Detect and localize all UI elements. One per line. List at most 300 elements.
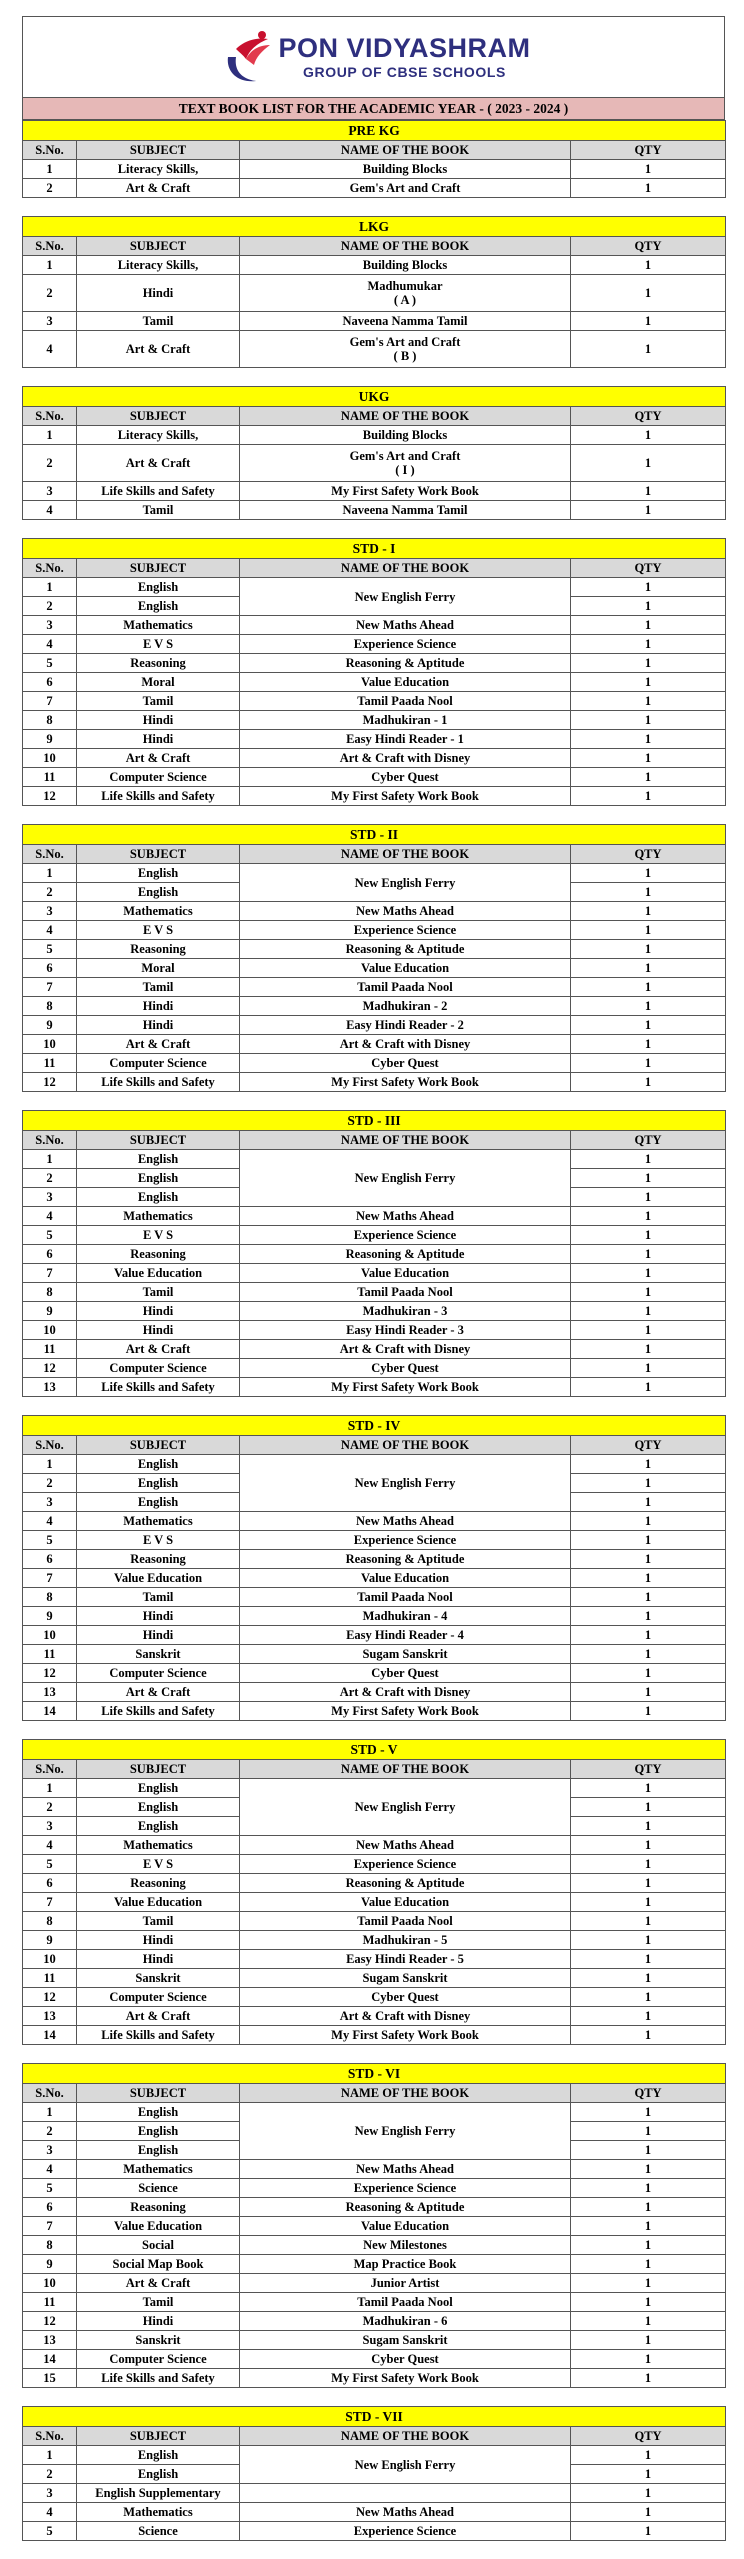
- cell-book: [240, 2484, 571, 2503]
- table-row: [23, 768, 726, 787]
- cell-qty: 1: [571, 1664, 726, 1683]
- book-list-table: [22, 216, 726, 368]
- cell-sno: 9: [23, 1931, 77, 1950]
- cell-qty: 1: [571, 179, 726, 198]
- cell-sno: 4: [23, 501, 77, 520]
- cell-book: Map Practice Book: [240, 2255, 571, 2274]
- cell-qty: 1: [571, 2522, 726, 2541]
- cell-book: [240, 445, 571, 482]
- cell-book-variant: ( A ): [393, 293, 417, 307]
- cell-qty: 1: [571, 2103, 726, 2122]
- cell-book: My First Safety Work Book: [240, 1378, 571, 1397]
- cell-qty: 1: [571, 902, 726, 921]
- col-header-qty: QTY: [571, 1760, 726, 1779]
- school-header: [22, 16, 725, 98]
- cell-sno: 2: [23, 1474, 77, 1493]
- cell-sno: 5: [23, 1226, 77, 1245]
- col-header-subject: SUBJECT: [77, 1131, 240, 1150]
- table-row: [23, 1988, 726, 2007]
- class-section-title: STD - IV: [23, 1416, 726, 1436]
- cell-qty: 1: [571, 2236, 726, 2255]
- cell-subject: English: [77, 1817, 240, 1836]
- cell-book: Reasoning & Aptitude: [240, 654, 571, 673]
- table-row: [23, 902, 726, 921]
- cell-sno: 2: [23, 1798, 77, 1817]
- table-row: [23, 1626, 726, 1645]
- cell-sno: 14: [23, 2026, 77, 2045]
- cell-book: Madhukiran - 1: [240, 711, 571, 730]
- cell-subject: Hindi: [77, 1626, 240, 1645]
- cell-book: Tamil Paada Nool: [240, 978, 571, 997]
- class-section: [22, 216, 725, 368]
- cell-subject: English: [77, 1169, 240, 1188]
- column-header-row: [23, 559, 726, 578]
- cell-subject: E V S: [77, 921, 240, 940]
- col-header-book: NAME OF THE BOOK: [240, 845, 571, 864]
- cell-book: Sugam Sanskrit: [240, 1969, 571, 1988]
- cell-qty: 1: [571, 1817, 726, 1836]
- cell-subject: Reasoning: [77, 654, 240, 673]
- cell-book: New Maths Ahead: [240, 616, 571, 635]
- cell-book: Reasoning & Aptitude: [240, 1245, 571, 1264]
- cell-subject: Social Map Book: [77, 2255, 240, 2274]
- cell-qty: 1: [571, 1893, 726, 1912]
- cell-sno: 12: [23, 1664, 77, 1683]
- cell-subject: Art & Craft: [77, 1035, 240, 1054]
- cell-qty: 1: [571, 959, 726, 978]
- cell-book: Experience Science: [240, 1855, 571, 1874]
- cell-qty: 1: [571, 673, 726, 692]
- cell-sno: 5: [23, 1855, 77, 1874]
- table-row: [23, 654, 726, 673]
- cell-sno: 3: [23, 1493, 77, 1512]
- cell-book: My First Safety Work Book: [240, 2026, 571, 2045]
- col-header-sno: S.No.: [23, 237, 77, 256]
- cell-sno: 2: [23, 2122, 77, 2141]
- cell-qty: 1: [571, 883, 726, 902]
- cell-sno: 8: [23, 2236, 77, 2255]
- cell-qty: 1: [571, 2141, 726, 2160]
- table-row: [23, 2198, 726, 2217]
- cell-subject: Hindi: [77, 730, 240, 749]
- cell-subject: E V S: [77, 1226, 240, 1245]
- cell-qty: 1: [571, 1912, 726, 1931]
- cell-book: Value Education: [240, 1264, 571, 1283]
- cell-book: Reasoning & Aptitude: [240, 940, 571, 959]
- column-header-row: [23, 2084, 726, 2103]
- cell-book: Experience Science: [240, 1531, 571, 1550]
- class-section-title: UKG: [23, 387, 726, 407]
- cell-sno: 5: [23, 1531, 77, 1550]
- class-section-title: STD - III: [23, 1111, 726, 1131]
- cell-book-variant: ( B ): [393, 349, 417, 363]
- cell-subject: Hindi: [77, 1302, 240, 1321]
- school-logo-icon: [216, 27, 274, 87]
- cell-qty: 1: [571, 426, 726, 445]
- table-row: [23, 749, 726, 768]
- cell-qty: 1: [571, 2198, 726, 2217]
- cell-sno: 7: [23, 2217, 77, 2236]
- cell-sno: 4: [23, 1512, 77, 1531]
- cell-sno: 3: [23, 312, 77, 331]
- cell-sno: 13: [23, 2331, 77, 2350]
- cell-sno: 8: [23, 711, 77, 730]
- table-row: [23, 2274, 726, 2293]
- table-row: [23, 787, 726, 806]
- cell-qty: 1: [571, 1645, 726, 1664]
- column-header-row: [23, 141, 726, 160]
- cell-qty: 1: [571, 2026, 726, 2045]
- cell-book: New English Ferry: [240, 1779, 571, 1836]
- sections-container: [22, 120, 725, 2541]
- cell-subject: Computer Science: [77, 1359, 240, 1378]
- cell-sno: 15: [23, 2369, 77, 2388]
- cell-book: Madhukiran - 4: [240, 1607, 571, 1626]
- cell-sno: 3: [23, 2484, 77, 2503]
- cell-qty: 1: [571, 1035, 726, 1054]
- cell-sno: 3: [23, 482, 77, 501]
- cell-book: Junior Artist: [240, 2274, 571, 2293]
- cell-subject: Art & Craft: [77, 2007, 240, 2026]
- cell-subject: Art & Craft: [77, 331, 240, 368]
- cell-sno: 8: [23, 1912, 77, 1931]
- table-row: [23, 616, 726, 635]
- cell-qty: 1: [571, 978, 726, 997]
- cell-sno: 4: [23, 331, 77, 368]
- cell-book: [240, 331, 571, 368]
- cell-sno: 2: [23, 445, 77, 482]
- cell-qty: 1: [571, 1931, 726, 1950]
- cell-subject: Life Skills and Safety: [77, 1702, 240, 1721]
- table-row: [23, 1531, 726, 1550]
- cell-subject: Science: [77, 2179, 240, 2198]
- cell-subject: Reasoning: [77, 2198, 240, 2217]
- cell-book: New Maths Ahead: [240, 2160, 571, 2179]
- cell-subject: Moral: [77, 673, 240, 692]
- table-row: [23, 711, 726, 730]
- cell-qty: 1: [571, 1988, 726, 2007]
- cell-book: Easy Hindi Reader - 2: [240, 1016, 571, 1035]
- table-row: [23, 578, 726, 597]
- column-header-row: [23, 2427, 726, 2446]
- cell-book: Reasoning & Aptitude: [240, 1874, 571, 1893]
- cell-qty: 1: [571, 2350, 726, 2369]
- cell-qty: 1: [571, 1798, 726, 1817]
- table-row: [23, 2446, 726, 2465]
- cell-sno: 9: [23, 2255, 77, 2274]
- cell-qty: 1: [571, 1474, 726, 1493]
- class-section: [22, 2063, 725, 2388]
- table-row: [23, 1321, 726, 1340]
- cell-subject: Mathematics: [77, 616, 240, 635]
- cell-sno: 10: [23, 1321, 77, 1340]
- cell-book: Madhukiran - 3: [240, 1302, 571, 1321]
- cell-sno: 6: [23, 2198, 77, 2217]
- cell-book: My First Safety Work Book: [240, 482, 571, 501]
- cell-book: New Maths Ahead: [240, 1836, 571, 1855]
- table-row: [23, 1054, 726, 1073]
- cell-sno: 1: [23, 160, 77, 179]
- cell-qty: 1: [571, 1531, 726, 1550]
- cell-book: Reasoning & Aptitude: [240, 2198, 571, 2217]
- cell-subject: Mathematics: [77, 1207, 240, 1226]
- cell-qty: 1: [571, 1493, 726, 1512]
- cell-book: [240, 275, 571, 312]
- table-row: [23, 482, 726, 501]
- cell-subject: Computer Science: [77, 2350, 240, 2369]
- table-row: [23, 1455, 726, 1474]
- table-row: [23, 1207, 726, 1226]
- cell-subject: Mathematics: [77, 902, 240, 921]
- cell-subject: English: [77, 2465, 240, 2484]
- cell-subject: English: [77, 2103, 240, 2122]
- cell-qty: 1: [571, 730, 726, 749]
- table-row: [23, 673, 726, 692]
- col-header-qty: QTY: [571, 237, 726, 256]
- cell-book: Naveena Namma Tamil: [240, 501, 571, 520]
- cell-sno: 1: [23, 578, 77, 597]
- cell-qty: 1: [571, 2217, 726, 2236]
- cell-book: Experience Science: [240, 635, 571, 654]
- table-row: [23, 1874, 726, 1893]
- cell-qty: 1: [571, 2446, 726, 2465]
- table-row: [23, 1340, 726, 1359]
- cell-book: Value Education: [240, 673, 571, 692]
- cell-qty: 1: [571, 940, 726, 959]
- table-row: [23, 864, 726, 883]
- table-row: [23, 1073, 726, 1092]
- cell-sno: 5: [23, 654, 77, 673]
- cell-sno: 6: [23, 673, 77, 692]
- cell-qty: 1: [571, 1207, 726, 1226]
- cell-book: Cyber Quest: [240, 1054, 571, 1073]
- cell-sno: 1: [23, 2446, 77, 2465]
- col-header-qty: QTY: [571, 1131, 726, 1150]
- cell-qty: 1: [571, 1340, 726, 1359]
- cell-subject: Value Education: [77, 1569, 240, 1588]
- cell-qty: 1: [571, 2465, 726, 2484]
- col-header-qty: QTY: [571, 2084, 726, 2103]
- cell-subject: Tamil: [77, 501, 240, 520]
- cell-book: Easy Hindi Reader - 4: [240, 1626, 571, 1645]
- cell-sno: 7: [23, 978, 77, 997]
- cell-subject: English: [77, 597, 240, 616]
- cell-sno: 1: [23, 426, 77, 445]
- cell-qty: 1: [571, 2312, 726, 2331]
- table-row: [23, 635, 726, 654]
- cell-sno: 2: [23, 2465, 77, 2484]
- cell-subject: English: [77, 883, 240, 902]
- col-header-qty: QTY: [571, 2427, 726, 2446]
- book-list-table: [22, 824, 726, 1092]
- col-header-book: NAME OF THE BOOK: [240, 2427, 571, 2446]
- class-section-title: LKG: [23, 217, 726, 237]
- cell-qty: 1: [571, 1150, 726, 1169]
- table-row: [23, 1512, 726, 1531]
- cell-subject: E V S: [77, 635, 240, 654]
- cell-qty: 1: [571, 445, 726, 482]
- cell-qty: 1: [571, 1626, 726, 1645]
- cell-subject: Hindi: [77, 1607, 240, 1626]
- cell-subject: English: [77, 2141, 240, 2160]
- cell-qty: 1: [571, 2369, 726, 2388]
- table-row: [23, 2331, 726, 2350]
- cell-book: New English Ferry: [240, 1150, 571, 1207]
- book-list-table: [22, 1415, 726, 1721]
- col-header-book: NAME OF THE BOOK: [240, 1131, 571, 1150]
- col-header-sno: S.No.: [23, 1436, 77, 1455]
- cell-subject: English Supplementary: [77, 2484, 240, 2503]
- cell-subject: Mathematics: [77, 1512, 240, 1531]
- cell-sno: 4: [23, 921, 77, 940]
- cell-subject: Literacy Skills,: [77, 256, 240, 275]
- cell-sno: 1: [23, 2103, 77, 2122]
- table-row: [23, 1245, 726, 1264]
- col-header-book: NAME OF THE BOOK: [240, 407, 571, 426]
- table-row: [23, 256, 726, 275]
- cell-book: Experience Science: [240, 2522, 571, 2541]
- cell-book: My First Safety Work Book: [240, 787, 571, 806]
- cell-book: Building Blocks: [240, 256, 571, 275]
- table-row: [23, 1264, 726, 1283]
- cell-subject: Value Education: [77, 1893, 240, 1912]
- cell-subject: English: [77, 2122, 240, 2141]
- cell-book: My First Safety Work Book: [240, 1702, 571, 1721]
- table-row: [23, 1302, 726, 1321]
- cell-subject: Mathematics: [77, 2160, 240, 2179]
- cell-qty: 1: [571, 578, 726, 597]
- cell-sno: 12: [23, 1359, 77, 1378]
- cell-sno: 10: [23, 1626, 77, 1645]
- school-name: PON VIDYASHRAM: [278, 33, 531, 63]
- cell-book: Value Education: [240, 1569, 571, 1588]
- cell-subject: Tamil: [77, 312, 240, 331]
- cell-qty: 1: [571, 2179, 726, 2198]
- column-header-row: [23, 407, 726, 426]
- cell-qty: 1: [571, 1607, 726, 1626]
- cell-qty: 1: [571, 1969, 726, 1988]
- cell-subject: Life Skills and Safety: [77, 2369, 240, 2388]
- table-row: [23, 501, 726, 520]
- cell-book: New English Ferry: [240, 864, 571, 902]
- cell-sno: 11: [23, 1645, 77, 1664]
- cell-sno: 9: [23, 1607, 77, 1626]
- cell-book: Cyber Quest: [240, 1988, 571, 2007]
- cell-sno: 9: [23, 730, 77, 749]
- col-header-sno: S.No.: [23, 845, 77, 864]
- table-row: [23, 2350, 726, 2369]
- cell-book: Experience Science: [240, 921, 571, 940]
- cell-sno: 12: [23, 1073, 77, 1092]
- cell-qty: 1: [571, 1874, 726, 1893]
- cell-subject: Mathematics: [77, 2503, 240, 2522]
- table-row: [23, 1550, 726, 1569]
- table-row: [23, 1855, 726, 1874]
- table-row: [23, 2503, 726, 2522]
- cell-qty: 1: [571, 654, 726, 673]
- cell-subject: English: [77, 1779, 240, 1798]
- cell-sno: 13: [23, 2007, 77, 2026]
- cell-subject: Tamil: [77, 2293, 240, 2312]
- cell-sno: 6: [23, 1245, 77, 1264]
- class-section: [22, 1110, 725, 1397]
- cell-subject: Life Skills and Safety: [77, 1378, 240, 1397]
- cell-sno: 12: [23, 1988, 77, 2007]
- cell-sno: 4: [23, 2503, 77, 2522]
- cell-sno: 3: [23, 2141, 77, 2160]
- cell-qty: 1: [571, 331, 726, 368]
- col-header-sno: S.No.: [23, 2084, 77, 2103]
- cell-sno: 1: [23, 256, 77, 275]
- cell-qty: 1: [571, 787, 726, 806]
- cell-book: Easy Hindi Reader - 3: [240, 1321, 571, 1340]
- table-row: [23, 2312, 726, 2331]
- col-header-book: NAME OF THE BOOK: [240, 1436, 571, 1455]
- column-header-row: [23, 845, 726, 864]
- cell-subject: English: [77, 864, 240, 883]
- table-row: [23, 730, 726, 749]
- cell-book: Easy Hindi Reader - 1: [240, 730, 571, 749]
- cell-sno: 10: [23, 2274, 77, 2293]
- cell-book: New Maths Ahead: [240, 1512, 571, 1531]
- cell-qty: 1: [571, 1359, 726, 1378]
- cell-qty: 1: [571, 1169, 726, 1188]
- class-section-title: STD - V: [23, 1740, 726, 1760]
- class-section-title: STD - II: [23, 825, 726, 845]
- cell-book: Experience Science: [240, 2179, 571, 2198]
- cell-book: New English Ferry: [240, 1455, 571, 1512]
- col-header-book: NAME OF THE BOOK: [240, 559, 571, 578]
- cell-sno: 7: [23, 1569, 77, 1588]
- cell-book: Madhukiran - 5: [240, 1931, 571, 1950]
- cell-book: Art & Craft with Disney: [240, 1035, 571, 1054]
- cell-qty: 1: [571, 501, 726, 520]
- cell-book: Cyber Quest: [240, 1359, 571, 1378]
- cell-subject: English: [77, 1798, 240, 1817]
- cell-sno: 1: [23, 1779, 77, 1798]
- cell-book: Cyber Quest: [240, 2350, 571, 2369]
- cell-book: Tamil Paada Nool: [240, 1283, 571, 1302]
- table-row: [23, 2026, 726, 2045]
- col-header-book: NAME OF THE BOOK: [240, 1760, 571, 1779]
- cell-subject: Tamil: [77, 692, 240, 711]
- table-row: [23, 179, 726, 198]
- cell-subject: Tamil: [77, 1912, 240, 1931]
- cell-sno: 3: [23, 902, 77, 921]
- col-header-sno: S.No.: [23, 1760, 77, 1779]
- cell-qty: 1: [571, 1836, 726, 1855]
- column-header-row: [23, 1760, 726, 1779]
- cell-subject: Art & Craft: [77, 179, 240, 198]
- table-row: [23, 1226, 726, 1245]
- cell-book: Experience Science: [240, 1226, 571, 1245]
- cell-subject: Value Education: [77, 1264, 240, 1283]
- cell-sno: 11: [23, 2293, 77, 2312]
- class-section: [22, 120, 725, 198]
- cell-subject: Sanskrit: [77, 1645, 240, 1664]
- cell-sno: 14: [23, 1702, 77, 1721]
- cell-book: Tamil Paada Nool: [240, 2293, 571, 2312]
- table-row: [23, 2236, 726, 2255]
- cell-book-line: Gem's Art and Craft: [349, 449, 461, 463]
- cell-subject: Sanskrit: [77, 2331, 240, 2350]
- book-list-table: [22, 2063, 726, 2388]
- cell-qty: 1: [571, 1569, 726, 1588]
- cell-sno: 4: [23, 2160, 77, 2179]
- cell-sno: 10: [23, 1035, 77, 1054]
- table-row: [23, 2255, 726, 2274]
- class-section-title: STD - VI: [23, 2064, 726, 2084]
